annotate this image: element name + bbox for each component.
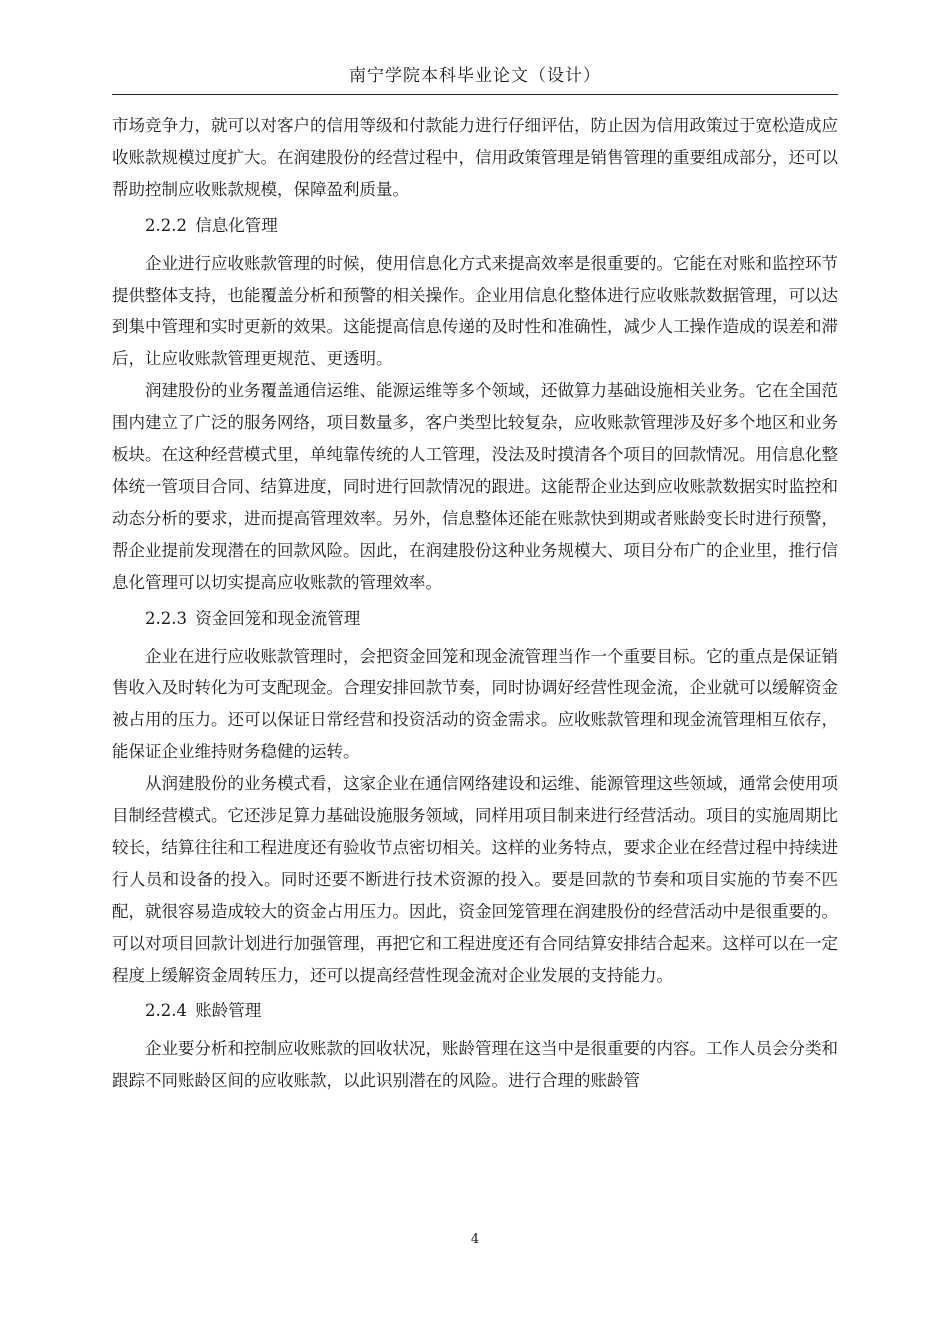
section-number: 2.2.4 [145, 1001, 187, 1021]
paragraph-informatization-intro: 企业进行应收账款管理的时候，使用信息化方式来提高效率是很重要的。它能在对账和监控环节提供整体支持，也能覆盖分析和预警的相关操作。企业用信息化整体进行应收账款数据管理，可以达到集中管理和实时更新的效果。这能提高信息传递的及时性和准确性，减少人工操作造成的误差和滞后，让应收账款管理更规范、更透明。 [112, 253, 838, 369]
paragraph-cashflow-company: 从润建股份的业务模式看，这家企业在通信网络建设和运维、能源管理这些领域，通常会使用项目制经营模式。它还涉足算力基础设施服务领域，同样用项目制来进行经营活动。项目的实施周期比较长，结算往往和工程进度还有验收节点密切相关。这样的业务特点，要求企业在经营过程中持续进行人员和设备的投入。同时还要不断进行技术资源的投入。要是回款的节奏和项目实施的节奏不匹配，就很容易造成较大的资金占用压力。因此，资金回笼管理在润建股份的经营活动中是很重要的。可以对项目回款计划进行加强管理，再把它和工程进度还有合同结算安排结合起来。这样可以在一定程度上缓解资金周转压力，还可以提高经营性现金流对企业发展的支持能力。 [112, 774, 838, 985]
section-heading-2-2-3 [112, 603, 838, 635]
page-number: 4 [470, 1232, 480, 1247]
paragraph-informatization-company: 润建股份的业务覆盖通信运维、能源运维等多个领域，还做算力基础设施相关业务。它在全国范围内建立了广泛的服务网络，项目数量多，客户类型比较复杂，应收账款管理涉及好多个地区和业务板块。在这种经营模式里，单纯靠传统的人工管理，没法及时摸清各个项目的回款情况。用信息化整体统一管项目合同、结算进度，同时进行回款情况的跟进。这能帮企业达到应收账款数据实时监控和动态分析的要求，进而提高管理效率。另外，信息整体还能在账款快到期或者账龄变长时进行预警，帮企业提前发现潜在的回款风险。因此，在润建股份这种业务规模大、项目分布广的企业里，推行信息化管理可以切实提高应收账款的管理效率。 [112, 381, 838, 592]
paragraph-aging-intro: 企业要分析和控制应收账款的回收状况，账龄管理在这当中是很重要的内容。工作人员会分类和跟踪不同账龄区间的应收账款，以此识别潜在的风险。进行合理的账龄管 [112, 1039, 838, 1091]
section-heading-2-2-2 [112, 210, 838, 242]
paragraph-cashflow-intro: 企业在进行应收账款管理时，会把资金回笼和现金流管理当作一个重要目标。它的重点是保证销售收入及时转化为可支配现金。合理安排回款节奏，同时协调好经营性现金流，企业就可以缓解资金被占用的压力。还可以保证日常经营和投资活动的资金需求。应收账款管理和现金流管理相互依存，能保证企业维持财务稳健的运转。 [112, 646, 838, 762]
section-title: 账龄管理 [195, 1001, 262, 1021]
section-number: 2.2.2 [145, 215, 187, 235]
section-number: 2.2.3 [145, 608, 187, 628]
section-title: 信息化管理 [195, 215, 278, 235]
section-heading-2-2-4 [112, 995, 838, 1027]
document-body [112, 110, 838, 1097]
section-title: 资金回笼和现金流管理 [195, 608, 361, 628]
header-divider [112, 94, 838, 95]
paragraph-credit-policy-end: 市场竞争力，就可以对客户的信用等级和付款能力进行仔细评估，防止因为信用政策过于宽松造成应收账款规模过度扩大。在润建股份的经营过程中，信用政策管理是销售管理的重要组成部分，还可以帮助控制应收账款规模，保障盈利质量。 [112, 116, 838, 199]
page-header: 南宁学院本科毕业论文（设计） [349, 66, 601, 86]
